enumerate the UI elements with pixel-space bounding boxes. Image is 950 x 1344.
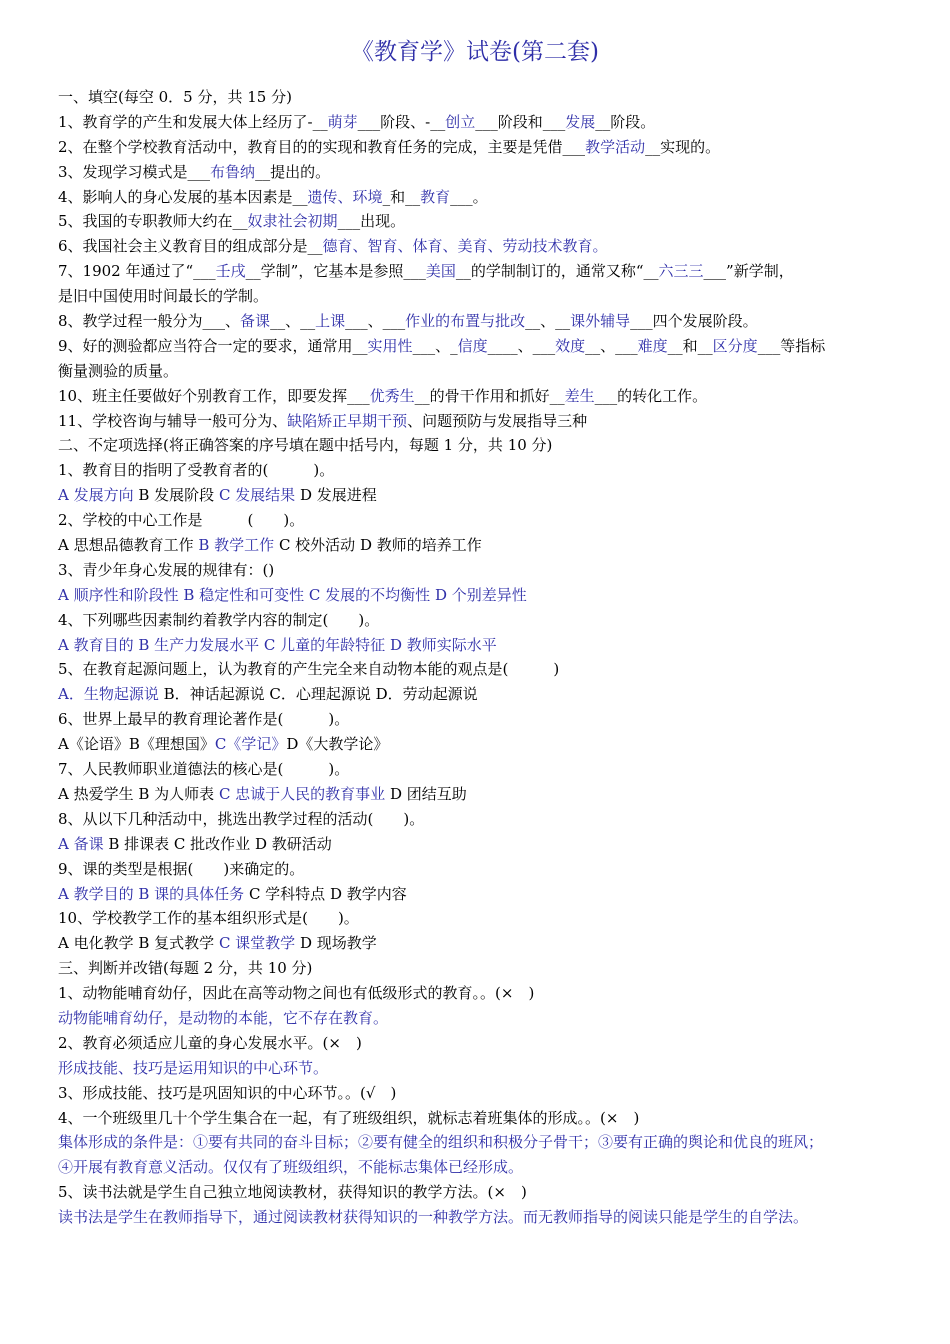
text-line	[58, 185, 918, 210]
text-line	[58, 85, 918, 110]
text-line	[58, 1056, 918, 1081]
question-text: ___。	[450, 187, 488, 206]
text-line	[58, 657, 918, 682]
answer-text: 德育、智育、体育、美育、劳动技术教育。	[322, 237, 608, 256]
text-line	[58, 682, 918, 707]
question-text: 2、教育必须适应儿童的身心发展水平。(× )	[58, 1033, 362, 1052]
answer-text: 缺陷矫正早期干预	[287, 411, 408, 430]
question-text: 8、教学过程一般分为___、	[58, 312, 241, 331]
question-text: ___、___	[345, 312, 406, 331]
text-line	[58, 583, 918, 608]
text-line	[58, 882, 918, 907]
text-line	[58, 160, 918, 185]
question-text: C 学科特点 D 教学内容	[244, 884, 407, 903]
answer-text: C 发展结果	[218, 486, 296, 505]
question-text: 6、世界上最早的教育理论著作是( )。	[58, 710, 350, 729]
text-line	[58, 110, 918, 135]
question-text: ___阶段、-__	[357, 112, 446, 131]
question-text: _和__	[382, 187, 421, 206]
question-text: 9、好的测验都应当符合一定的要求，通常用__	[58, 336, 368, 355]
text-line	[58, 608, 918, 633]
answer-text: 区分度	[712, 336, 758, 355]
question-text: ___出现。	[337, 212, 406, 231]
answer-text: 教育	[420, 187, 451, 206]
question-text: 8、从以下几种活动中，挑选出教学过程的活动( )。	[58, 809, 425, 828]
answer-text: C 忠诚于人民的教育事业	[218, 784, 386, 803]
question-text: 三、判断并改错(每题 2 分，共 10 分)	[58, 959, 313, 978]
question-text: __、___	[585, 336, 638, 355]
question-text: A 电化教学 B 复式教学	[58, 934, 219, 953]
answer-text: 形成技能、技巧是运用知识的中心环节。	[58, 1058, 329, 1077]
text-line	[58, 1130, 918, 1155]
answer-text: A 教育目的 B 生产力发展水平 C 儿童的年龄特征 D 教师实际水平	[58, 635, 497, 654]
exam-content	[58, 85, 918, 1230]
text-line	[58, 1106, 918, 1131]
text-line	[58, 1031, 918, 1056]
text-line	[58, 533, 918, 558]
answer-text: 壬戌	[215, 262, 246, 281]
text-line	[58, 1081, 918, 1106]
question-text: A 热爱学生 B 为人师表	[58, 784, 219, 803]
text-line	[58, 782, 918, 807]
answer-text: 上课	[315, 312, 346, 331]
answer-text: 奴隶社会初期	[247, 212, 338, 231]
answer-text: 发展	[565, 112, 596, 131]
question-text: ___阶段和___	[475, 112, 566, 131]
text-line	[58, 931, 918, 956]
question-text: 一、填空(每空 0．5 分，共 15 分)	[58, 88, 292, 106]
answer-text: 实用性	[367, 336, 413, 355]
answer-text: A 备课	[58, 834, 104, 853]
question-text: 1、动物能哺育幼仔，因此在高等动物之间也有低级形式的教育。。(× )	[58, 984, 535, 1003]
text-line	[58, 1006, 918, 1031]
text-line	[58, 234, 918, 259]
text-line	[58, 832, 918, 857]
question-text: 是旧中国使用时间最长的学制。	[58, 287, 269, 306]
text-line	[58, 1155, 918, 1180]
answer-text: 教学活动	[585, 137, 646, 156]
text-line	[58, 284, 918, 309]
question-text: 5、在教育起源问题上，认为教育的产生完全来自动物本能的观点是( )	[58, 660, 560, 679]
question-text: 、问题预防与发展指导三种	[407, 411, 588, 430]
text-line	[58, 807, 918, 832]
question-text: 5、我国的专职教师大约在__	[58, 212, 248, 231]
answer-text: 课外辅导	[570, 312, 631, 331]
answer-text: 效度	[555, 336, 586, 355]
question-text: 4、影响人的身心发展的基本因素是__	[58, 187, 308, 206]
answer-text: 集体形成的条件是：①要有共同的奋斗目标；②要有健全的组织和积极分子骨干；③要有正确的舆论和优良的班风；	[58, 1133, 824, 1152]
text-line	[58, 209, 918, 234]
question-text: 二、不定项选择(将正确答案的序号填在题中括号内，每题 1 分，共 10 分)	[58, 436, 553, 455]
question-text: __的骨干作用和抓好__	[414, 386, 565, 405]
answer-text: 布鲁纳	[210, 162, 256, 181]
answer-text: 萌芽	[327, 112, 358, 131]
text-line	[58, 981, 918, 1006]
question-text: C 校外活动 D 教师的培养工作	[274, 536, 482, 555]
question-text: ____、___	[487, 336, 556, 355]
question-text: 10、班主任要做好个别教育工作，即要发挥___	[58, 386, 370, 405]
question-text: __、__	[525, 312, 571, 331]
question-text: 1、教育学的产生和发展大体上经历了-__	[58, 112, 328, 131]
question-text: 6、我国社会主义教育目的组成部分是__	[58, 237, 323, 256]
question-text: ___的转化工作。	[594, 386, 708, 405]
question-text: __学制”，它基本是参照___	[245, 262, 426, 281]
text-line	[58, 259, 918, 284]
text-line	[58, 433, 918, 458]
question-text: ___、_	[412, 336, 458, 355]
question-text: 4、一个班级里几十个学生集合在一起，有了班级组织，就标志着班集体的形成。。(× )	[58, 1108, 640, 1127]
text-line	[58, 309, 918, 334]
text-line	[58, 409, 918, 434]
text-line	[58, 732, 918, 757]
question-text: 3、发现学习模式是___	[58, 162, 211, 181]
answer-text: 创立	[445, 112, 476, 131]
text-line	[58, 558, 918, 583]
exam-title: 《教育学》试卷(第二套)	[351, 39, 599, 65]
answer-text: A 教学目的 B 课的具体任务	[58, 884, 245, 903]
question-text: __阶段。	[595, 112, 656, 131]
question-text: 4、下列哪些因素制约着教学内容的制定( )。	[58, 610, 380, 629]
question-text: B 发展阶段	[133, 486, 219, 505]
question-text: __实现的。	[645, 137, 721, 156]
question-text: 7、人民教师职业道德法的核心是( )。	[58, 760, 350, 779]
question-text: ___四个发展阶段。	[630, 312, 758, 331]
text-line	[58, 1205, 918, 1230]
answer-text: A．生物起源说	[58, 685, 159, 704]
question-text: 衡量测验的质量。	[58, 361, 179, 380]
question-text: A《论语》B《理想国》	[58, 735, 215, 754]
text-line	[58, 334, 918, 359]
answer-text: 美国	[425, 262, 456, 281]
answer-text: B 教学工作	[198, 536, 275, 555]
text-line	[58, 1180, 918, 1205]
answer-text: 读书法是学生在教师指导下，通过阅读教材获得知识的一种教学方法。而无教师指导的阅读只能是学生的自学法。	[58, 1208, 809, 1227]
answer-text: A 顺序性和阶段性 B 稳定性和可变性 C 发展的不均衡性 D 个别差异性	[58, 585, 527, 604]
text-line	[58, 956, 918, 981]
question-text: B 排课表 C 批改作业 D 教研活动	[103, 834, 332, 853]
question-text: __的学制制订的，通常又称“__	[455, 262, 659, 281]
text-line	[58, 384, 918, 409]
question-text: 1、教育目的指明了受教育者的( )。	[58, 461, 335, 480]
question-text: D《大教学论》	[286, 735, 389, 754]
question-text: D 团结互助	[385, 784, 467, 803]
question-text: D 发展进程	[295, 486, 377, 505]
question-text: 7、1902 年通过了“___	[58, 262, 216, 281]
text-line	[58, 633, 918, 658]
question-text: 2、学校的中心工作是 ( )。	[58, 511, 305, 530]
question-text: 11、学校咨询与辅导一般可分为、	[58, 411, 288, 430]
text-line	[58, 757, 918, 782]
answer-text: C《学记》	[214, 735, 287, 754]
text-line	[58, 458, 918, 483]
answer-text: 动物能哺育幼仔，是动物的本能，它不存在教育。	[58, 1008, 389, 1027]
question-text: 5、读书法就是学生自己独立地阅读教材，获得知识的教学方法。(× )	[58, 1183, 527, 1202]
question-text: 10、学校教学工作的基本组织形式是( )。	[58, 909, 359, 928]
answer-text: 遗传、环境	[307, 187, 383, 206]
answer-text: 难度	[637, 336, 668, 355]
question-text: 3、形成技能、技巧是巩固知识的中心环节。。(√ )	[58, 1083, 397, 1102]
text-line	[58, 508, 918, 533]
question-text: ___”新学制，	[703, 262, 794, 281]
text-line	[58, 483, 918, 508]
answer-text: 信度	[457, 336, 488, 355]
text-line	[58, 906, 918, 931]
text-line	[58, 707, 918, 732]
question-text: 9、课的类型是根据( )来确定的。	[58, 859, 305, 878]
answer-text: 六三三	[658, 262, 704, 281]
answer-text: 备课	[240, 312, 271, 331]
answer-text: A 发展方向	[58, 486, 134, 505]
question-text: __提出的。	[255, 162, 331, 181]
text-line	[58, 857, 918, 882]
question-text: B．神话起源说 C．心理起源说 D．劳动起源说	[158, 685, 478, 704]
answer-text: 优秀生	[369, 386, 415, 405]
question-text: ___等指标	[757, 336, 826, 355]
question-text: __和__	[667, 336, 713, 355]
question-text: 3、青少年身心发展的规律有：()	[58, 560, 275, 579]
text-line	[58, 359, 918, 384]
text-line	[58, 135, 918, 160]
answer-text: C 课堂教学	[218, 934, 296, 953]
answer-text: ④开展有教育意义活动。仅仅有了班级组织，不能标志集体已经形成。	[58, 1158, 524, 1177]
answer-text: 作业的布置与批改	[405, 312, 526, 331]
question-text: __、__	[270, 312, 316, 331]
question-text: A 思想品德教育工作	[58, 536, 199, 555]
question-text: D 现场教学	[295, 934, 377, 953]
question-text: 2、在整个学校教育活动中，教育目的的实现和教育任务的完成，主要是凭借___	[58, 137, 586, 156]
answer-text: 差生	[564, 386, 595, 405]
